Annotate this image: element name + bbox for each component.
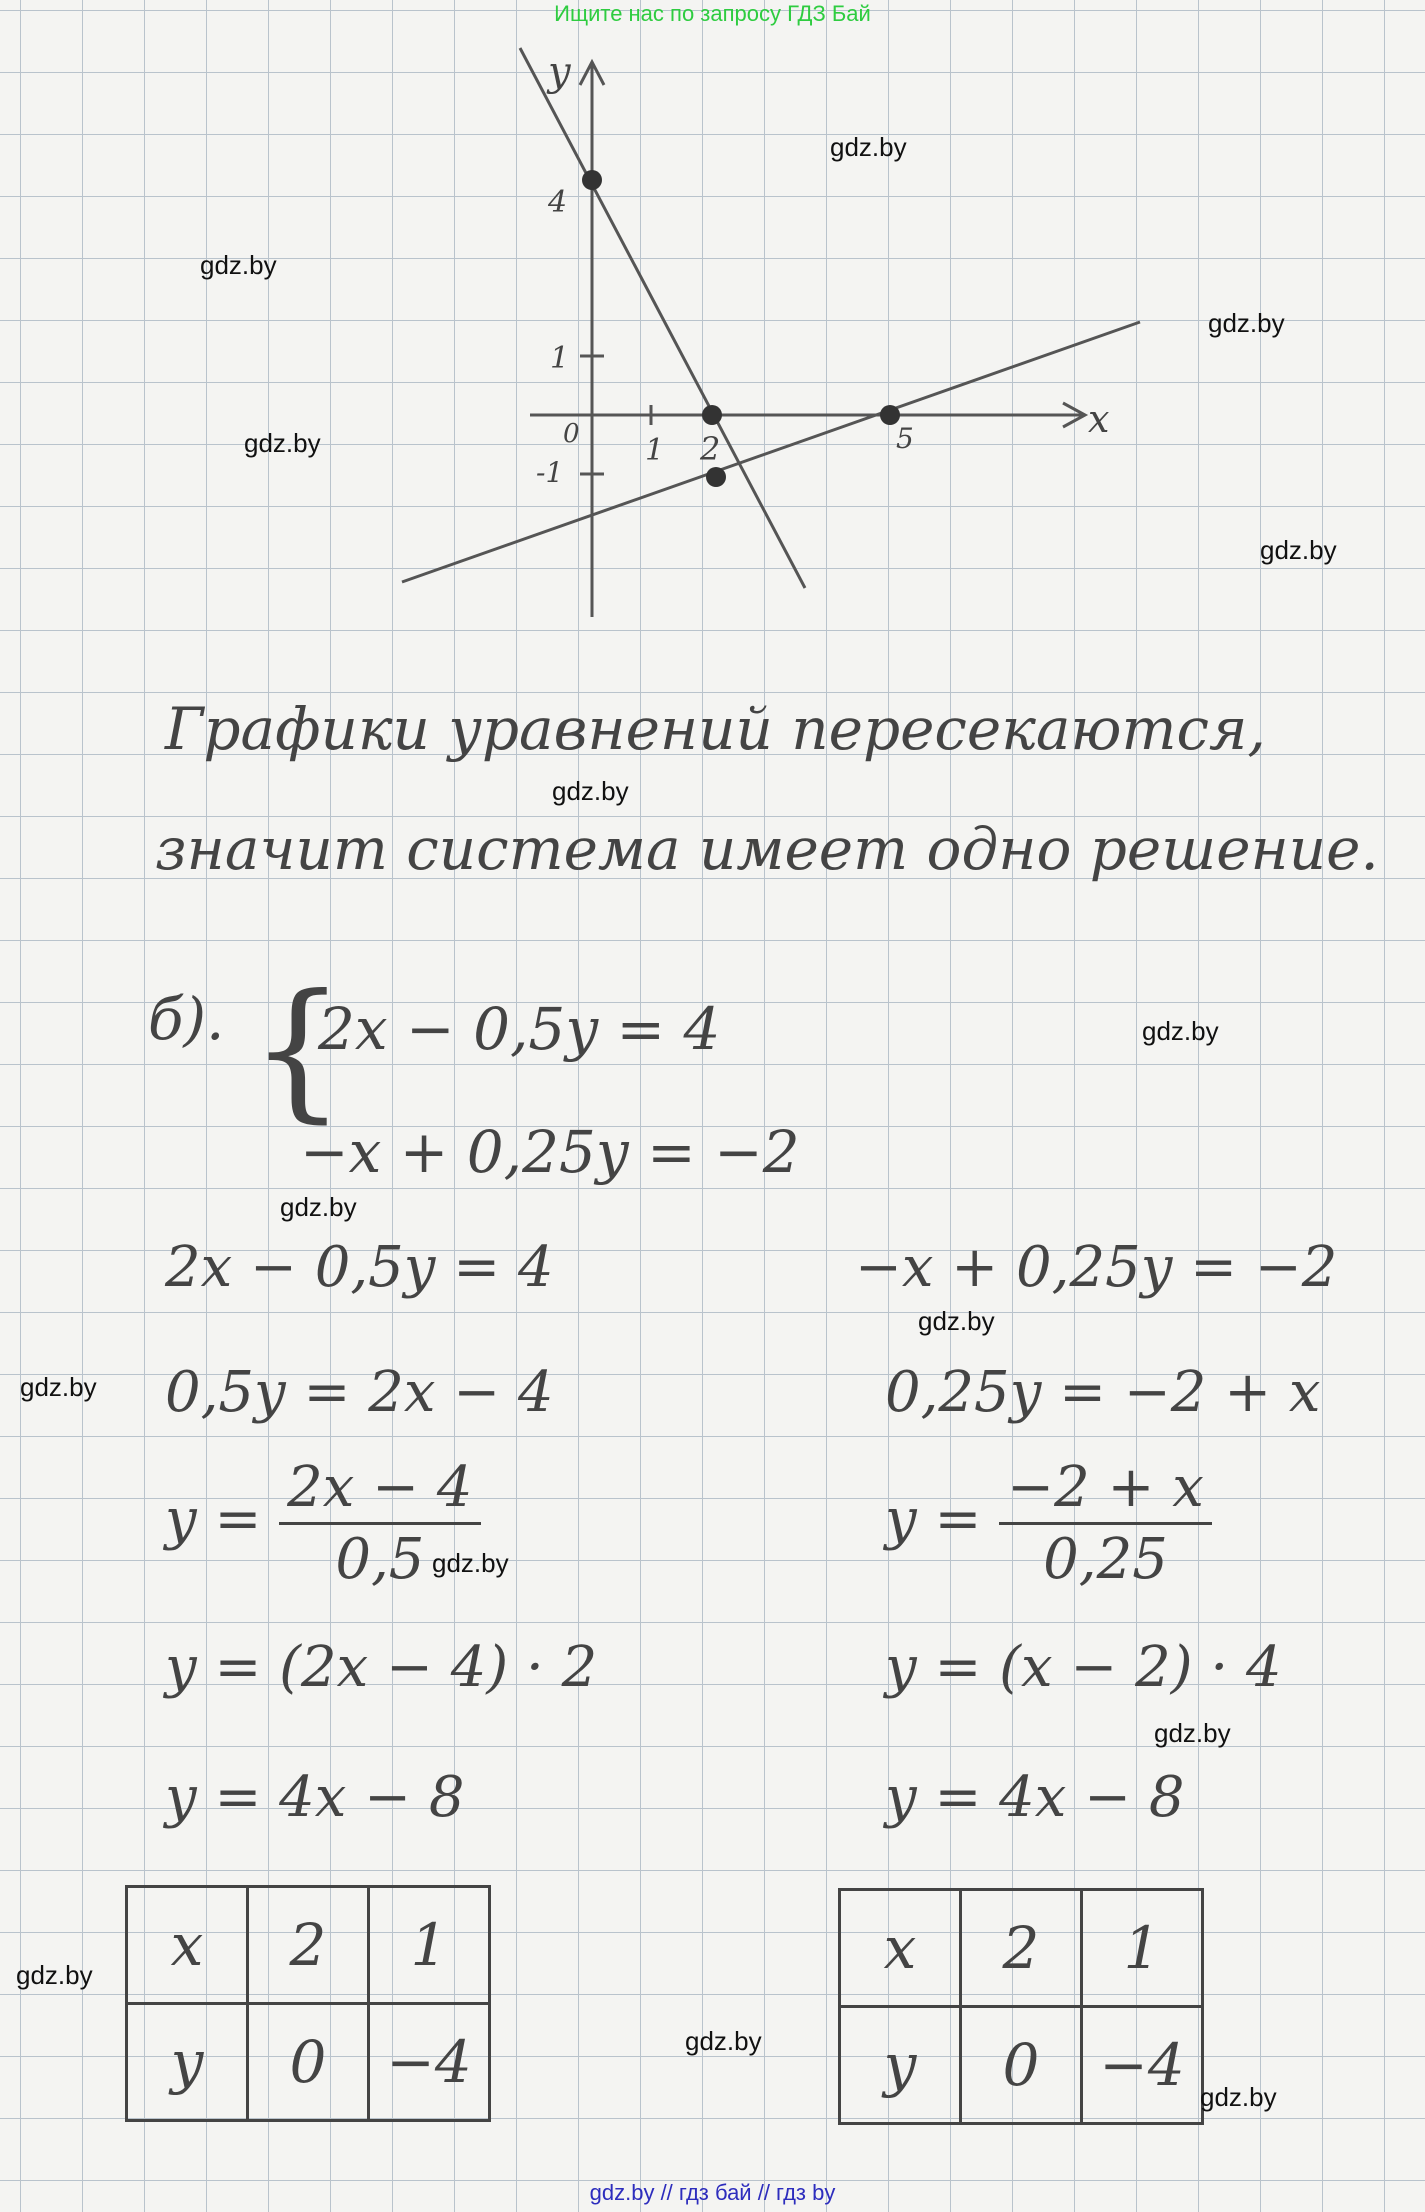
table-row [127,1887,490,2004]
right-fraction [999,1455,1212,1592]
watermark: gdz.by [1154,1718,1231,1748]
left-fraction-denominator: 0,5 [335,1527,425,1592]
table-cell: −4 [369,2004,490,2121]
system-equation-1: 2x − 0,5y = 4 [318,995,721,1063]
tick-label-2: 2 [700,430,721,468]
tick-label-4: 4 [548,185,568,220]
left-line-3-prefix: y = [165,1487,262,1552]
left-line-5: y = 4x − 8 [165,1765,465,1830]
x-axis-label: x [1088,397,1110,441]
watermark: gdz.by [1200,2082,1277,2112]
left-fraction-numerator: 2x − 4 [279,1455,480,1525]
left-line-4: y = (2x − 4) · 2 [165,1635,598,1700]
table-cell: 0 [248,2004,369,2121]
watermark: gdz.by [244,428,321,458]
watermark: gdz.by [432,1548,509,1578]
conclusion-line-2: значит система имеет одно решение. [155,815,1379,883]
watermark: gdz.by [1142,1016,1219,1046]
table-row [840,1890,1203,2007]
left-line-1: 2x − 0,5y = 4 [165,1235,554,1300]
tick-label-5: 5 [896,422,914,455]
table-cell: 0 [961,2007,1082,2124]
tick-label-0: 0 [563,419,580,449]
table-cell: 1 [1082,1890,1203,2007]
system-equation-2: −x + 0,25y = −2 [300,1118,800,1186]
values-table-left [125,1885,491,2122]
watermark: gdz.by [20,1372,97,1402]
point-0-4 [582,170,602,190]
watermark: gdz.by [280,1192,357,1222]
top-banner: Ищите нас по запросу ГДЗ Бай [554,1,871,26]
table-cell: y [127,2004,248,2121]
watermark: gdz.by [1208,308,1285,338]
tick-label-1-x: 1 [645,433,665,468]
tick-label-1-y: 1 [550,341,570,376]
point-2-0 [702,405,722,425]
table-row [840,2007,1203,2124]
right-fraction-denominator: 0,25 [1043,1527,1168,1592]
table-cell: −4 [1082,2007,1203,2124]
table-cell: x [127,1887,248,2004]
values-table-right [838,1888,1204,2125]
system-brace: { [250,963,346,1137]
watermark: gdz.by [16,1960,93,1990]
right-line-5: y = 4x − 8 [885,1765,1185,1830]
watermark: gdz.by [1260,535,1337,565]
right-line-3 [885,1455,1212,1592]
right-fraction-numerator: −2 + x [999,1455,1212,1525]
table-cell: 1 [369,1887,490,2004]
right-line-3-prefix: y = [885,1487,982,1552]
table-row [127,2004,490,2121]
point-2-neg1 [706,467,726,487]
left-line-2: 0,5y = 2x − 4 [165,1360,554,1425]
right-line-1: −x + 0,25y = −2 [855,1235,1338,1300]
table-cell: 2 [961,1890,1082,2007]
bottom-banner: gdz.by // гдз бай // гдз by [589,2180,836,2205]
tick-label-neg1: -1 [536,456,564,489]
line-descending [520,48,805,588]
table-cell: 2 [248,1887,369,2004]
conclusion-line-1: Графики уравнений пересекаются, [165,695,1266,763]
watermark: gdz.by [200,250,277,280]
line-ascending [402,322,1140,582]
y-axis-label: y [548,49,571,95]
part-b-label: б). [148,985,225,1053]
right-line-2: 0,25y = −2 + x [885,1360,1321,1425]
table-cell: x [840,1890,961,2007]
watermark: gdz.by [830,132,907,162]
watermark: gdz.by [918,1306,995,1336]
watermark: gdz.by [685,2026,762,2056]
watermark: gdz.by [552,776,629,806]
table-cell: y [840,2007,961,2124]
right-line-4: y = (x − 2) · 4 [885,1635,1282,1700]
